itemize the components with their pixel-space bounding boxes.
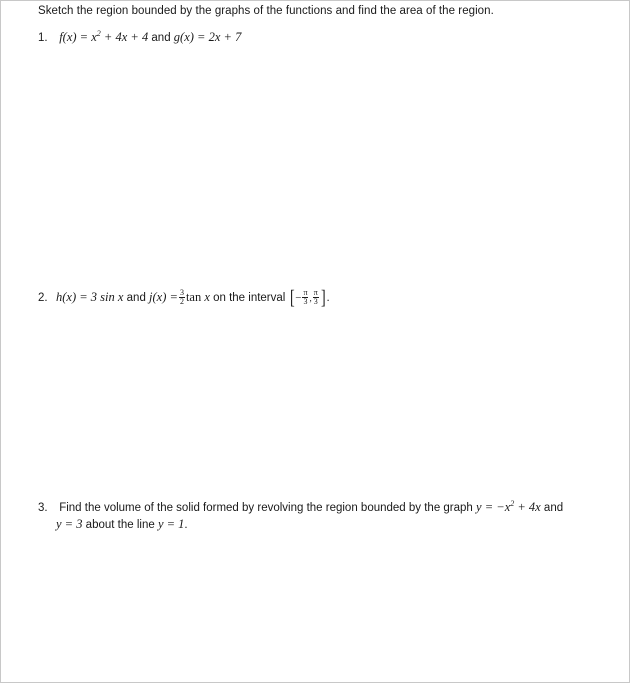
coefficient-fraction: $\frac{3}{2}$ [179,288,184,306]
problem-number: 3. [38,502,48,514]
axis-of-revolution: y = 1 [157,517,185,531]
connector-and: and [148,32,174,44]
period: . [184,519,188,531]
problem-3-line-1 [38,500,563,515]
left-bracket: [ [289,286,295,309]
upper-bound-fraction: $\frac{\pi}{3}$ [313,288,318,306]
connector-and: and [540,502,564,514]
function-f: $f(x) = x^2 + 4x + 4$ [59,29,149,44]
tan-term: tan x [185,290,210,304]
comma: , [309,292,312,303]
lower-bound-fraction: $\frac{\pi}{3}$ [303,288,308,306]
period: . [326,291,330,304]
problem-number: 1. [38,32,48,44]
interval-text: on the interval [209,291,289,304]
problem-number: 2. [38,291,48,304]
minus-sign: − [295,291,302,304]
function-j: j(x) = [149,290,178,304]
problem-2 [38,286,330,309]
line-equation: y = 3 [56,517,83,531]
problem-3-text: Find the volume of the solid formed by revolving the region bounded by the graph [59,502,477,514]
right-bracket: ] [320,286,326,309]
problem-3-line-2 [56,517,188,532]
curve-equation: $y = -x^2 + 4x$ [476,499,541,514]
about-text: about the line [82,519,158,531]
function-h: h(x) = 3 sin x [56,290,124,304]
connector-and: and [123,291,150,304]
function-g: g(x) = 2x + 7 [173,30,242,44]
instruction-text: Sketch the region bounded by the graphs of the functions and find the area of the region. [38,5,494,17]
problem-1 [38,30,241,45]
